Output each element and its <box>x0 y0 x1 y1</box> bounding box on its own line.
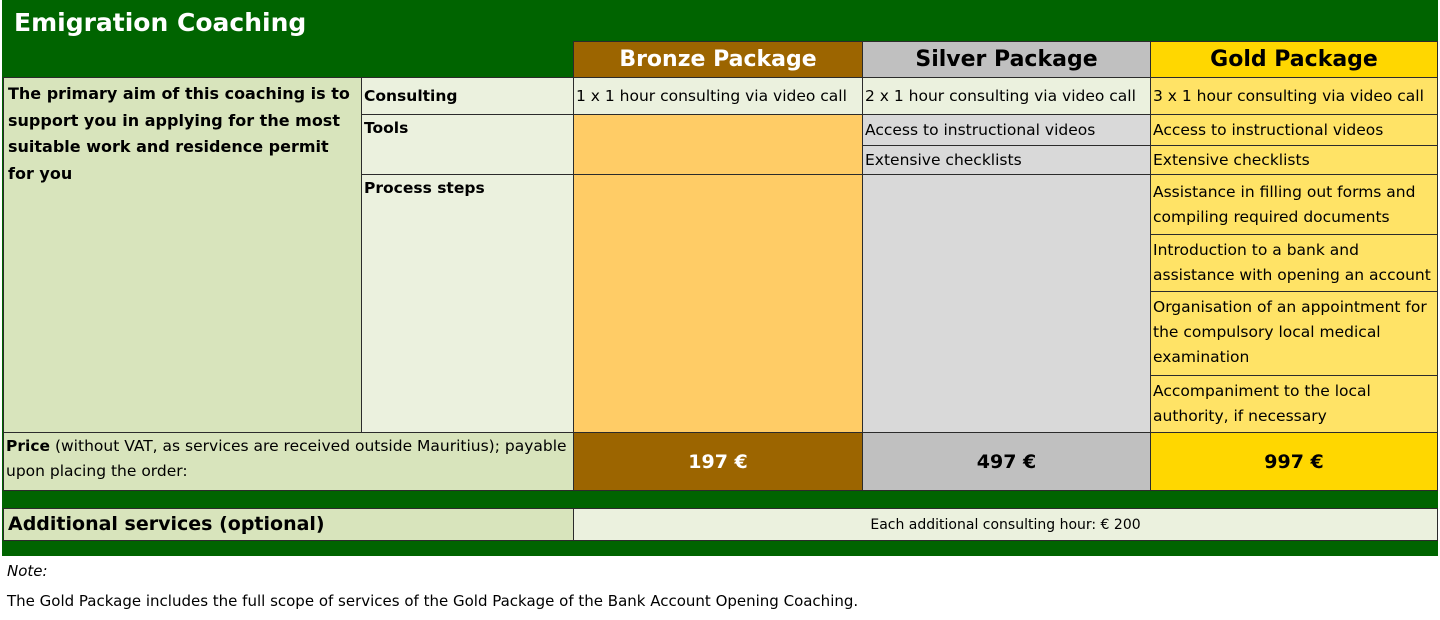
page-title: Emigration Coaching <box>14 8 307 37</box>
gold-step-cell-3 <box>1150 291 1438 376</box>
gold-package-header <box>1150 41 1438 78</box>
additional-services-label-cell <box>3 508 574 541</box>
gold-step-item: Introduction to a bank and assistance with opening an account <box>1153 241 1431 284</box>
silver-tool-item: Extensive checklists <box>865 151 1022 169</box>
silver-tools-cell-2 <box>862 145 1151 175</box>
silver-consulting-cell <box>862 77 1151 115</box>
bronze-tools-cell <box>573 114 863 175</box>
bronze-process-cell <box>573 174 863 433</box>
price-label-cell <box>3 432 574 491</box>
aim-text: The primary aim of this coaching is to support you in applying for the most suitable work and residence permit for you <box>8 84 350 183</box>
gold-tool-item: Extensive checklists <box>1153 151 1310 169</box>
silver-process-cell <box>862 174 1151 433</box>
tools-label-cell <box>361 114 574 175</box>
bronze-package-header <box>573 41 863 78</box>
gold-consulting-cell <box>1150 77 1438 115</box>
silver-consulting-text: 2 x 1 hour consulting via video call <box>865 87 1136 105</box>
gold-tools-cell-1 <box>1150 114 1438 146</box>
process-steps-label-cell <box>361 174 574 433</box>
bronze-package-name: Bronze Package <box>619 47 817 72</box>
gold-step-item: Organisation of an appointment for the compulsory local medical examination <box>1153 298 1427 366</box>
bronze-consulting-cell <box>573 77 863 115</box>
additional-services-value-cell <box>573 508 1438 541</box>
gold-step-cell-2 <box>1150 234 1438 292</box>
gold-consulting-text: 3 x 1 hour consulting via video call <box>1153 87 1424 105</box>
gold-tool-item: Access to instructional videos <box>1153 121 1384 139</box>
aim-cell <box>3 77 362 433</box>
process-steps-label: Process steps <box>364 179 485 197</box>
gold-package-name: Gold Package <box>1210 47 1378 72</box>
silver-tools-cell-1 <box>862 114 1151 146</box>
tools-label: Tools <box>364 119 409 137</box>
note-label: Note: <box>7 562 48 580</box>
gold-tools-cell-2 <box>1150 145 1438 175</box>
gold-price-cell <box>1150 432 1438 491</box>
silver-package-name: Silver Package <box>915 47 1098 72</box>
price-label-bold: Price <box>6 437 51 455</box>
bronze-consulting-text: 1 x 1 hour consulting via video call <box>576 87 847 105</box>
gold-step-item: Accompaniment to the local authority, if necessary <box>1153 382 1371 425</box>
additional-services-value: Each additional consulting hour: € 200 <box>870 516 1141 533</box>
bronze-price-cell <box>573 432 863 491</box>
additional-services-label: Additional services (optional) <box>8 513 325 535</box>
price-label-rest: (without VAT, as services are received outside Mauritius); payable upon placing the order: <box>6 437 567 480</box>
gold-price: 997 € <box>1264 450 1324 473</box>
note-text: The Gold Package includes the full scope of services of the Gold Package of the Bank Account Opening Coaching. <box>7 592 859 610</box>
price-label <box>4 433 573 484</box>
gold-step-cell-1 <box>1150 174 1438 235</box>
silver-package-header <box>862 41 1151 78</box>
bronze-price: 197 € <box>688 450 748 473</box>
gold-step-cell-4 <box>1150 375 1438 433</box>
gold-step-item: Assistance in filling out forms and compiling required documents <box>1153 183 1416 226</box>
silver-price-cell <box>862 432 1151 491</box>
silver-price: 497 € <box>976 450 1037 473</box>
consulting-label-cell <box>361 77 574 115</box>
silver-tool-item: Access to instructional videos <box>865 121 1096 139</box>
consulting-label: Consulting <box>364 87 458 105</box>
